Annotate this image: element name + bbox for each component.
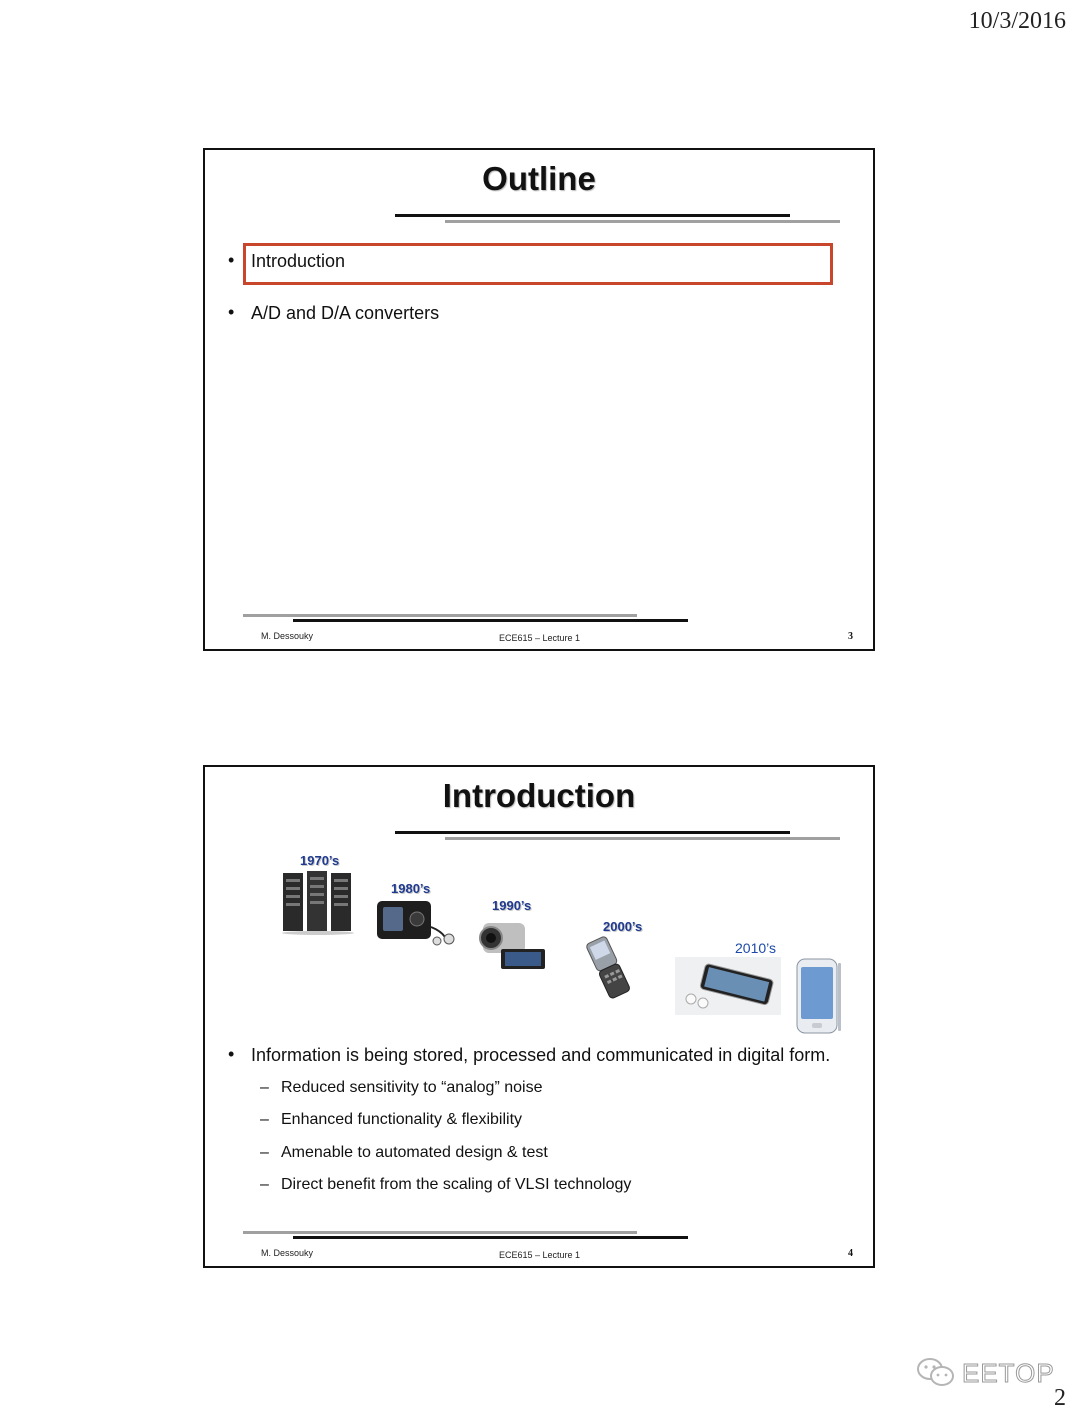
bullet-converters <box>228 302 440 324</box>
title-rule-shadow <box>445 837 840 840</box>
footer-rule <box>293 1236 688 1239</box>
bullet-dot: • <box>228 1044 235 1064</box>
watermark-logo <box>916 1356 1056 1390</box>
wechat-icon <box>916 1356 956 1388</box>
era-label-2000s: 2000’s <box>603 919 643 934</box>
subbullet-dash: – <box>260 1176 269 1193</box>
title-rule-shadow <box>445 220 840 223</box>
footer-author: M. Dessouky <box>261 1248 314 1258</box>
era-label-1990s: 1990’s <box>492 898 532 913</box>
bullet-text: Introduction <box>251 251 346 271</box>
camcorder-image <box>477 915 547 973</box>
era-label-2010s: 2010’s <box>735 940 777 956</box>
bullet-dot: • <box>228 250 235 270</box>
flip-phone-image <box>581 935 637 999</box>
subbullet-dash: – <box>260 1079 269 1096</box>
watermark-text: EETOP <box>962 1358 1055 1388</box>
page-date: 10/3/2016 <box>968 8 1066 34</box>
subbullet-text: Reduced sensitivity to “analog” noise <box>281 1079 543 1096</box>
bullet-dot: • <box>228 302 235 322</box>
bullet-text: Information is being stored, processed and communicated in digital form. <box>251 1045 831 1065</box>
subbullet-dash: – <box>260 1111 269 1128</box>
slide-title: Introduction <box>442 777 636 814</box>
footer-rule-shadow <box>243 614 637 617</box>
bullet-introduction <box>228 250 346 272</box>
subbullet-text: Enhanced functionality & flexibility <box>281 1111 523 1128</box>
smartphone-image <box>793 957 843 1035</box>
page-number: 2 <box>1054 1385 1066 1411</box>
bullet-text: A/D and D/A converters <box>251 303 440 323</box>
footer-course: ECE615 – Lecture 1 <box>499 1250 581 1260</box>
subbullet-text: Direct benefit from the scaling of VLSI technology <box>281 1176 632 1193</box>
era-label-1970s: 1970’s <box>300 853 340 868</box>
mainframe-image <box>281 869 355 935</box>
subbullet-dash: – <box>260 1144 269 1161</box>
era-label-1980s: 1980’s <box>391 881 431 896</box>
slide-title: Outline <box>482 160 596 197</box>
slide-number: 4 <box>848 1248 853 1259</box>
footer-rule <box>293 619 688 622</box>
music-player-image <box>375 897 461 949</box>
footer-author: M. Dessouky <box>261 631 314 641</box>
slide-introduction <box>203 765 875 1268</box>
ipod-image <box>675 957 781 1015</box>
slide-number: 3 <box>848 631 853 642</box>
footer-course: ECE615 – Lecture 1 <box>499 633 581 643</box>
title-rule <box>395 831 790 834</box>
slide-outline <box>203 148 875 651</box>
footer-rule-shadow <box>243 1231 637 1234</box>
subbullet-text: Amenable to automated design & test <box>281 1144 548 1161</box>
title-rule <box>395 214 790 217</box>
bullet-digital-form <box>228 1044 831 1066</box>
